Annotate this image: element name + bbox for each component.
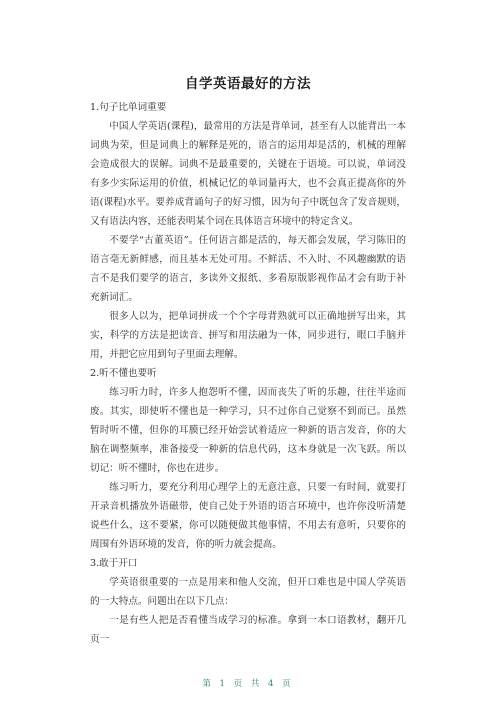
document-title: 自学英语最好的方法 <box>185 76 311 92</box>
section-heading-1: 1.句子比单词重要 <box>90 102 167 113</box>
section-2-paragraph-2: 练习听力，要充分利用心理学上的无意注意，只要一有时间，就要打开录音机播放外语磁带，使自己处于外语的语言环境中，也许你没听清楚说些什么，这不要紧，你可以随便做其他事情，不用去有意听，只要你的周围有外语环境的发音，你的听力就会提高。 <box>90 482 406 550</box>
section-1-paragraph-3: 很多人以为，把单词拼成一个个字母背熟就可以正确地拼写出来，其实，科学的方法是把读音、拼写和用法融为一体，同步进行，眼口手脑并用，并把它应用到句子里面去理解。 <box>90 311 406 360</box>
section-3-paragraph-1: 学英语很重要的一点是用来和他人交流，但开口难也是中国人学英语的一大特点。问题出在以下几点： <box>90 577 406 607</box>
section-heading-2: 2.听不懂也要听 <box>90 368 157 379</box>
page-footer: 第 1 页 共 4 页 <box>202 679 294 689</box>
section-2-paragraph-1: 练习听力时，许多人抱怨听不懂，因而丧失了听的乐趣，往往半途而废。其实，即使听不懂也是一种学习，只不过你自己觉察不到而已。虽然暂时听不懂，但你的耳膜已经开始尝试着适应一种新的语言发音，你的大脑在调整频率，准备接受一种新的信息代码，这本身就是一次飞跃。所以切记：听不懂时，你也在进步。 <box>90 387 406 474</box>
section-1-paragraph-1: 中国人学英语(课程)，最常用的方法是背单词，甚至有人以能背出一本词典为荣，但是词典上的解释是死的，语言的运用却是活的，机械的理解会造成很大的误解。词典不是最重要的，关键在于语境。可以说，单词没有多少实际运用的价值，机械记忆的单词量再大，也不会真正提高你的外语(课程)水平。要养成背诵句子的好习惯，因为句子中既包含了发音规则，又有语法内容，还能表明某个词在具体语言环境中的特定含义。 <box>90 121 406 227</box>
document-body <box>90 98 406 649</box>
section-heading-3: 3.敢于开口 <box>90 558 138 569</box>
section-1-paragraph-2: 不要学“古董英语”。任何语言都是活的，每天都会发展，学习陈旧的语言毫无新鲜感，而且基本无处可用。不鲜活、不入时、不风趣幽默的语言不是我们要学的语言，多读外文报纸、多看原版影视作品才会有助于补充新词汇。 <box>90 235 406 303</box>
section-3-paragraph-2: 一是有些人把是否看懂当成学习的标准。拿到一本口语教材，翻开几页一 <box>90 615 406 645</box>
